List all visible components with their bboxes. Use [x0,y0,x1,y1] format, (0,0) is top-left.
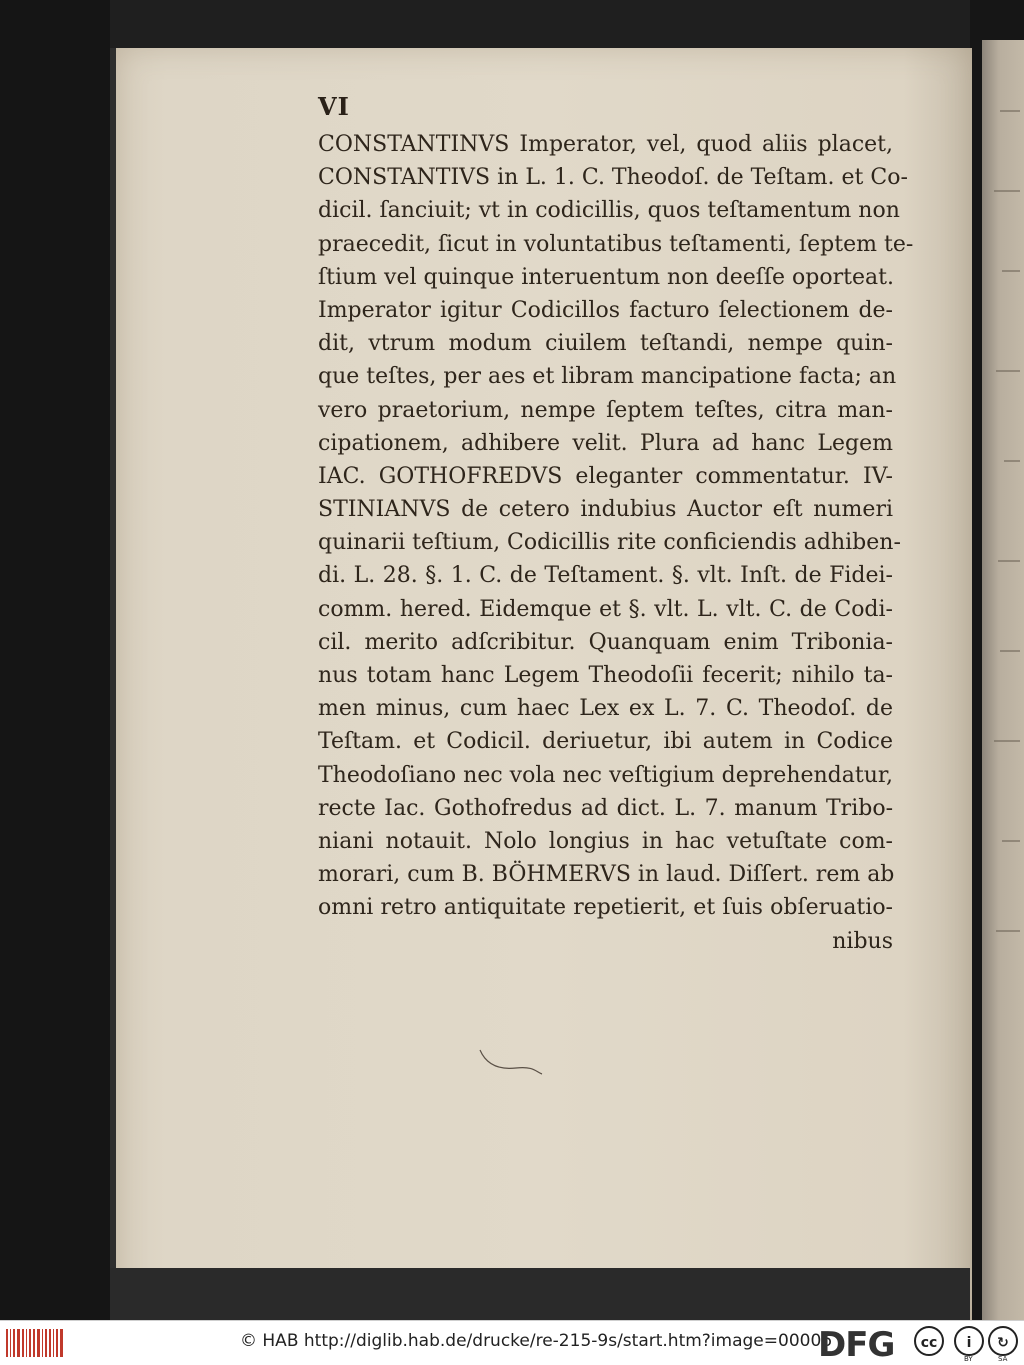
text-line: que teſtes, per aes et libram mancipatione facta; an [318,364,897,390]
background-left [0,0,110,1320]
sa-label: SA [998,1355,1008,1363]
body-text [318,128,914,958]
pencil-mark-icon [476,1046,546,1076]
text-line: STINIANVS de cetero indubius Auctor eſt numeri [318,497,893,523]
page-number: VI [318,92,350,121]
barcode-icon [6,1329,63,1357]
text-line: praecedit, ſicut in voluntatibus teſtamenti, ſeptem te- [318,231,914,257]
text-line: comm. hered. Eidemque et §. vlt. L. vlt. C. de Codi- [318,596,893,622]
background-bottom [110,1268,970,1320]
text-line: morari, cum B. BÖHMERVS in laud. Diſſert. rem ab [318,862,895,888]
catchword: nibus [832,928,893,954]
next-page-edge [982,40,1024,1320]
text-line: recte Iac. Gothofredus ad dict. L. 7. manum Tribo- [318,795,893,821]
text-line: IAC. GOTHOFREDVS eleganter commentatur. IV- [318,463,893,489]
text-line: CONSTANTINVS Imperator, vel, quod aliis placet, [318,132,893,157]
text-line: Imperator igitur Codicillos facturo ſelectionem de- [318,297,893,323]
text-line: cil. merito adſcribitur. Quanquam enim Tribonia- [318,629,893,655]
text-line: nus totam hanc Legem Theodoſii fecerit; nihilo ta- [318,663,893,688]
text-line: cipationem, adhibere velit. Plura ad hanc Legem [318,430,893,456]
text-line: vero praetorium, nempe ſeptem teſtes, citra man- [318,397,893,423]
background-top [0,0,1024,48]
footer-bar [0,1320,1024,1365]
text-line: dicil. ſanciuit; vt in codicillis, quos teſtamentum non [318,198,900,224]
by-label: BY [964,1355,973,1363]
sa-license-icon[interactable]: ↻ [988,1326,1018,1356]
text-line: Theodoſiano nec vola nec veſtigium deprehendatur, [318,762,893,788]
text-line: di. L. 28. §. 1. C. de Teſtament. §. vlt. Inſt. de Fidei- [318,563,893,589]
text-line: CONSTANTIVS in L. 1. C. Theodoſ. de Teſtam. et Co- [318,165,908,191]
dfg-logo: DFG [818,1325,895,1365]
text-line: omni retro antiquitate repetierit, et ſuis obſeruatio- [318,895,893,921]
text-line: men minus, cum haec Lex ex L. 7. C. Theodoſ. de [318,696,893,722]
text-line: quinarii teſtium, Codicillis rite conficiendis adhiben- [318,530,901,556]
text-line: niani notauit. Nolo longius in hac vetuſtate com- [318,828,893,854]
attribution-link[interactable]: © HAB http://diglib.hab.de/drucke/re-215-9s/start.htm?image=00006 [240,1331,833,1351]
by-license-icon[interactable]: i [954,1326,984,1356]
text-line: Teſtam. et Codicil. deriuetur, ibi autem in Codice [318,729,893,755]
cc-license-icon[interactable]: cc [914,1326,944,1356]
text-line: dit, vtrum modum ciuilem teſtandi, nempe quin- [318,331,893,357]
text-line: ſtium vel quinque interuentum non deeſſe oporteat. [318,264,894,290]
